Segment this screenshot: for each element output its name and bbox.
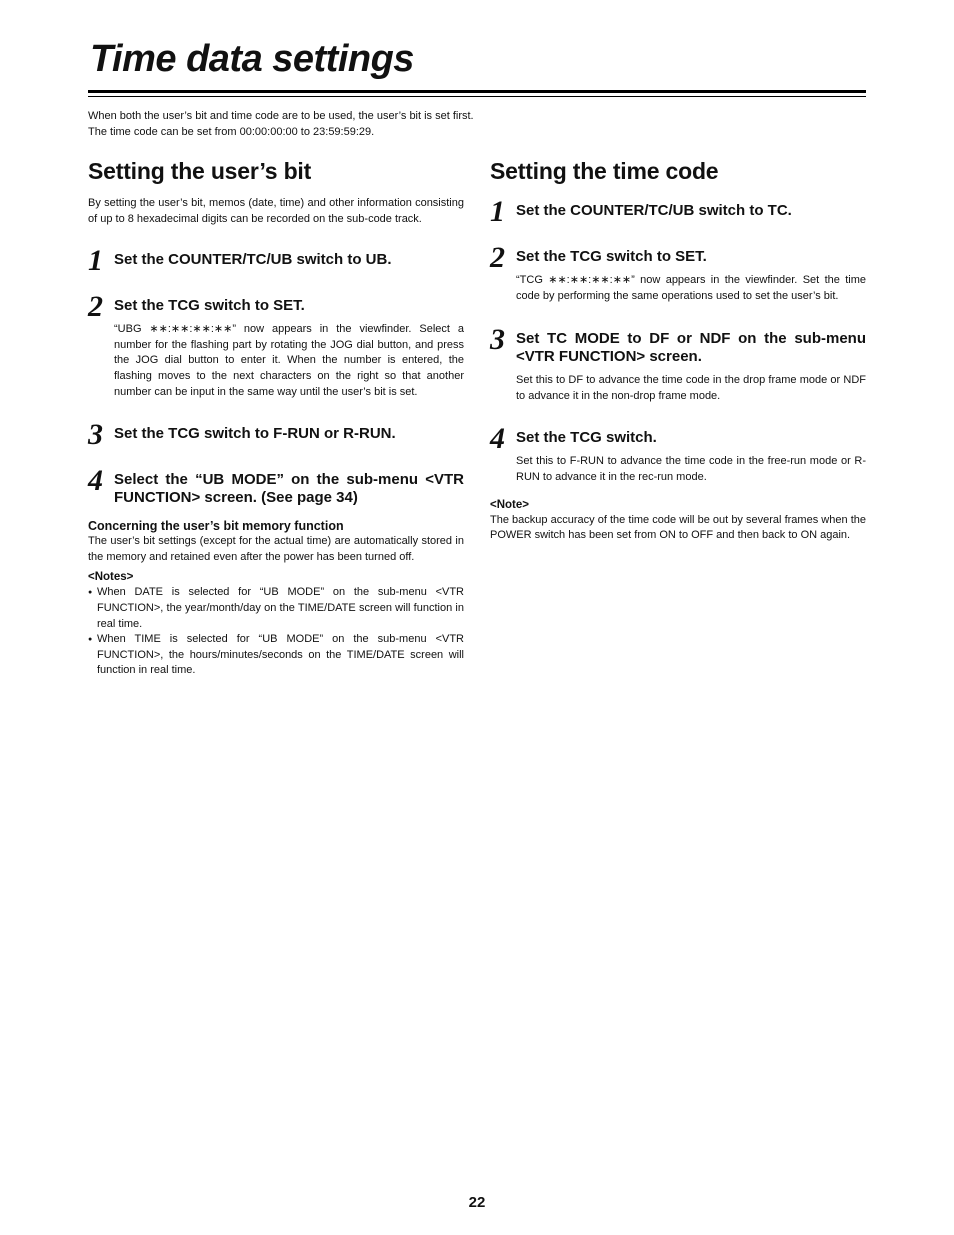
step-title: Set the TCG switch to SET.	[516, 248, 707, 265]
step-title: Set the TCG switch.	[516, 429, 657, 447]
step-number: 2	[88, 290, 103, 324]
memory-text: The user’s bit settings (except for the actual time) are automatically stored in the memory and retained even after the power has been turned off.	[88, 535, 464, 563]
users-bit-lead: By setting the user’s bit, memos (date, time) and other information consisting of up to 8 hexadecimal digits can be recorded on the sub-code track.	[88, 197, 464, 225]
step-title: Set the COUNTER/TC/UB switch to UB.	[114, 251, 392, 269]
intro-text	[88, 108, 866, 140]
users-bit-step-1	[88, 244, 464, 278]
time-code-step-3	[490, 323, 866, 404]
step-body: “TCG ∗∗:∗∗:∗∗:∗∗” now appears in the viewfinder. Set the time code by performing the same operations used to set the user’s bit.	[516, 274, 866, 302]
time-code-step-1	[490, 195, 866, 228]
title-rule-thin	[88, 96, 866, 97]
note-item: ● When TIME is selected for “UB MODE” on the sub-menu <VTR FUNCTION>, the hours/minutes/seconds on the TIME/DATE screen will function in real time.	[88, 632, 464, 679]
step-number: 1	[88, 244, 103, 278]
time-code-step-4	[490, 422, 866, 485]
notes-list	[88, 585, 464, 679]
users-bit-step-3	[88, 418, 464, 452]
users-bit-section	[88, 156, 464, 679]
intro-line: When both the user’s bit and time code are to be used, the user’s bit is set first.	[88, 110, 474, 122]
step-body: Set this to F-RUN to advance the time code in the free-run mode or R-RUN to advance it in the rec-run mode.	[516, 455, 866, 483]
step-number: 3	[88, 418, 103, 452]
time-code-heading: Setting the time code	[490, 158, 719, 184]
time-code-section	[490, 156, 866, 544]
step-title: Set the TCG switch to SET.	[114, 297, 305, 315]
step-body: “UBG ∗∗:∗∗:∗∗:∗∗” now appears in the viewfinder. Select a number for the flashing part by rotating the JOG dial button, and press the JOG dial button to enter it. When the number is entered, the flashing moves to the next characters on the right so that another number can be input in the same way until the user’s bit is set.	[114, 323, 464, 398]
users-bit-heading: Setting the user’s bit	[88, 158, 312, 184]
step-title: Set the TCG switch to F-RUN or R-RUN.	[114, 425, 396, 443]
memory-heading: Concerning the user’s bit memory function	[88, 519, 344, 534]
title-rule-thick	[88, 90, 866, 93]
step-title: Select the “UB MODE” on the sub-menu <VTR FUNCTION> screen. (See page 34)	[114, 471, 464, 507]
page-number: 22	[468, 1194, 486, 1211]
intro-line: The time code can be set from 00:00:00:00 to 23:59:59:29.	[88, 126, 375, 138]
notes-heading: <Notes>	[88, 571, 134, 584]
time-code-note-block	[490, 498, 866, 544]
users-bit-step-2	[88, 290, 464, 400]
step-number: 3	[490, 323, 505, 357]
step-number: 4	[88, 464, 103, 498]
users-bit-step-4	[88, 464, 464, 507]
step-number: 4	[490, 422, 505, 456]
note-text: The backup accuracy of the time code will be out by several frames when the POWER switch has been set from ON to OFF and then back to ON again.	[490, 513, 866, 542]
step-body: Set this to DF to advance the time code in the drop frame mode or NDF to advance it in the non-drop frame mode.	[516, 374, 866, 402]
step-number: 2	[490, 241, 505, 274]
note-heading: <Note>	[490, 498, 529, 511]
step-title: Set the COUNTER/TC/UB switch to TC.	[516, 202, 792, 219]
note-item: ● When DATE is selected for “UB MODE” on the sub-menu <VTR FUNCTION>, the year/month/day on the TIME/DATE screen will function in real time.	[88, 585, 464, 632]
time-code-step-2	[490, 241, 866, 304]
memory-function-block	[88, 518, 464, 565]
notes-block	[88, 570, 464, 679]
step-number: 1	[490, 195, 505, 228]
page-title: Time data settings	[90, 38, 414, 80]
step-title: Set TC MODE to DF or NDF on the sub-menu <VTR FUNCTION> screen.	[516, 330, 866, 366]
